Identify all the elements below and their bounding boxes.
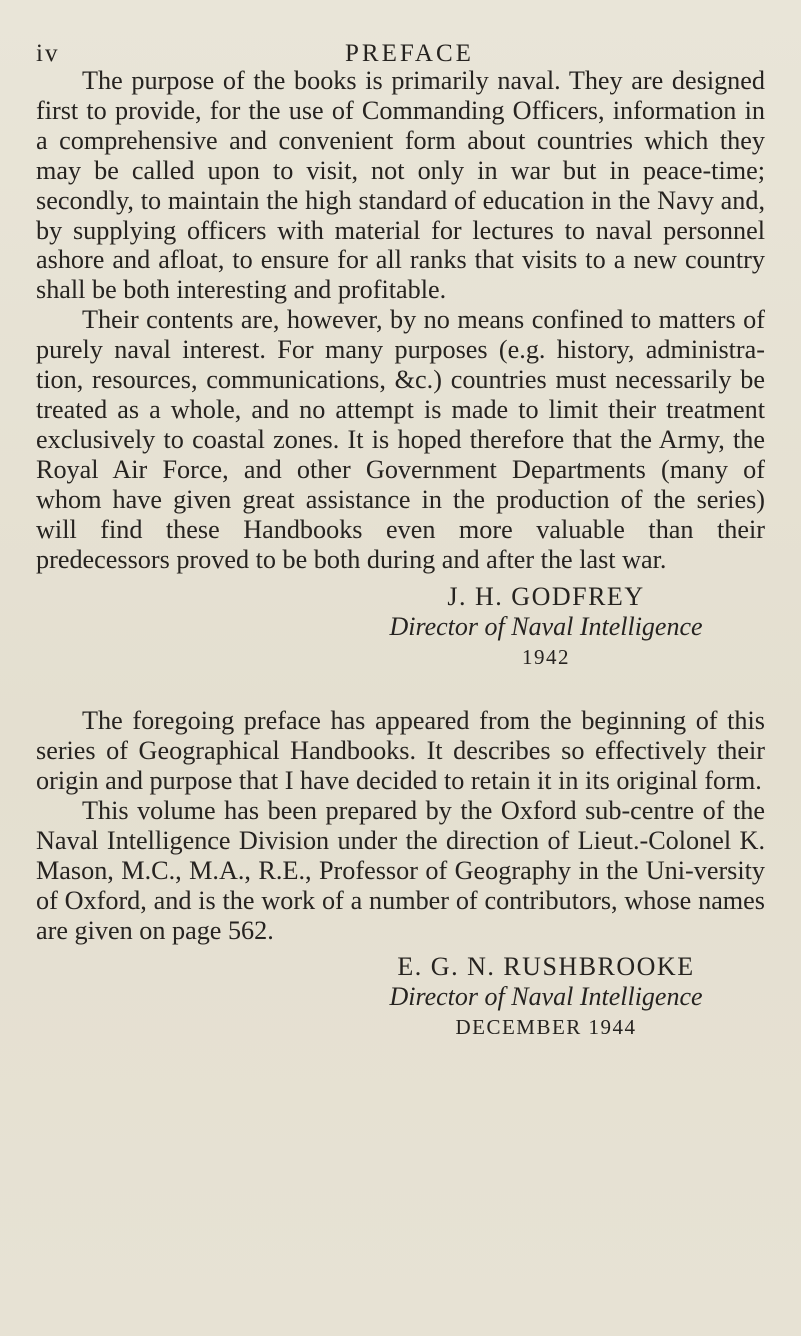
preface-body [36, 66, 765, 1042]
paragraph-contents: Their contents are, however, by no means confined to matters of purely naval interest. For many purposes (e.g. history, administra-tion, resources, communications, &c.) countries must necessarily be treated as a whole, and no attempt is made to limit their treatment exclusively to coastal zones. It is hoped therefore that the Army, the Royal Air Force, and other Government Departments (many of whom have given great assistance in the production of the series) will find these Handbooks even more valuable than their predecessors proved to be both during and after the last war. [36, 305, 765, 574]
signatory-title: Director of Naval Intelligence [389, 612, 703, 642]
page-number: iv [36, 40, 60, 67]
paragraph-volume: This volume has been prepared by the Oxford sub-centre of the Naval Intelligence Division under the direction of Lieut.-Colonel K. Mason, M.C., M.A., R.E., Professor of Geography in the Uni-versity of Oxford, and is the work of a number of contributors, whose names are given on page 562. [36, 796, 765, 945]
signatory-title: Director of Naval Intelligence [389, 981, 703, 1011]
signature-block-1942 [376, 582, 716, 672]
signature-block-1944 [376, 952, 716, 1042]
signatory-name: J. H. GODFREY [447, 582, 645, 612]
signatory-name: E. G. N. RUSHBROOKE [397, 951, 695, 981]
signature-date: 1942 [522, 645, 570, 670]
signature-date: DECEMBER 1944 [455, 1014, 637, 1039]
running-head [36, 30, 765, 66]
paragraph-purpose: The purpose of the books is primarily naval. They are designed first to provide, for the use of Commanding Officers, information in a comprehensive and convenient form about countries which they may be called upon to visit, not only in war but in peace-time; secondly, to maintain the high standard of education in the Navy and, by supplying officers with material for lectures to naval personnel ashore and afloat, to ensure for all ranks that visits to a new country shall be both interesting and profitable. [36, 66, 765, 305]
running-head-title: PREFACE [345, 40, 474, 67]
paragraph-foregoing: The foregoing preface has appeared from the beginning of this series of Geographical Handbooks. It describes so effectively their origin and purpose that I have decided to retain it in its original form. [36, 706, 765, 796]
